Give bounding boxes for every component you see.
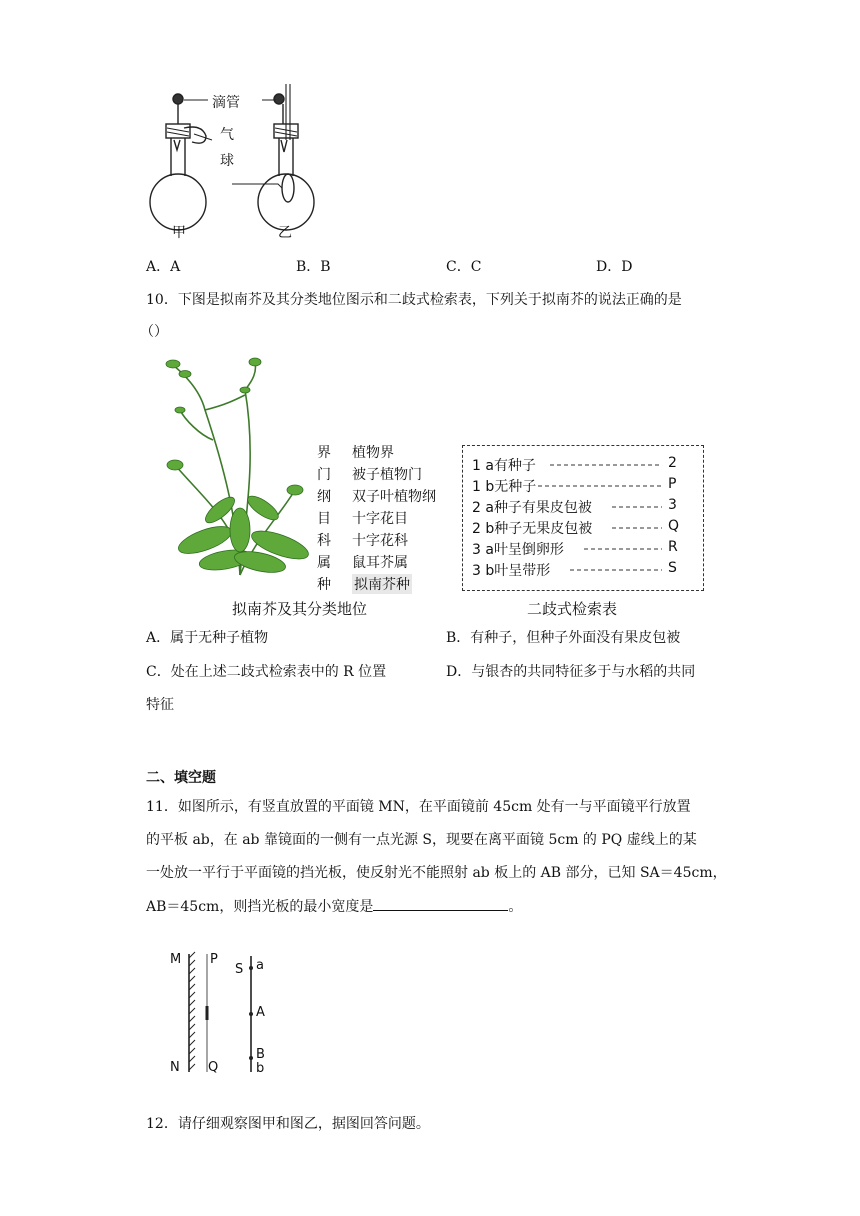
key-text: 种子无果皮包被	[494, 521, 593, 537]
q9-option-a[interactable]: A．A	[146, 259, 181, 275]
arabidopsis-illustration	[145, 350, 320, 590]
label-S: S	[235, 962, 244, 977]
flask-a-label: 甲	[172, 225, 186, 241]
q10-stem-line1: 10．下图是拟南芥及其分类地位图示和二歧式检索表，下列关于拟南芥的说法正确的是	[146, 292, 682, 308]
rank-family: 科	[317, 533, 331, 549]
answer-blank[interactable]	[373, 896, 508, 911]
key-code: 1 a	[472, 458, 494, 474]
rank-genus: 属	[317, 555, 331, 571]
label-a: a	[256, 958, 264, 973]
q11-line4-text: AB＝45cm，则挡光板的最小宽度是	[146, 899, 374, 915]
label-B: B	[256, 1047, 265, 1062]
taxonomy-caption: 拟南芥及其分类地位	[232, 600, 368, 618]
q10-option-d[interactable]: D．与银杏的共同特征多于与水稻的共同	[446, 664, 696, 680]
name-family: 十字花科	[352, 533, 408, 549]
key-leader-lines	[462, 445, 702, 589]
key-caption: 二歧式检索表	[527, 600, 618, 618]
balloon-label-2: 球	[220, 153, 234, 169]
section-title: 二、填空题	[146, 770, 216, 786]
rank-order: 目	[317, 511, 331, 527]
q11-line4	[146, 896, 522, 916]
q11-line1: 11．如图所示，有竖直放置的平面镜 MN，在平面镜前 45cm 处有一与平面镜平行放置	[146, 799, 691, 815]
q12-stem: 12．请仔细观察图甲和图乙，据图回答问题。	[146, 1116, 430, 1132]
q9-option-d[interactable]: D．D	[596, 259, 633, 275]
key-result-2b: Q	[668, 518, 680, 534]
dropper-label: 滴管	[212, 95, 240, 111]
mirror-diagram	[165, 950, 285, 1080]
key-result-3b: S	[668, 560, 677, 576]
name-kingdom: 植物界	[352, 445, 394, 461]
label-b: b	[256, 1061, 265, 1076]
key-text: 无种子	[494, 479, 537, 495]
label-M: M	[170, 952, 182, 967]
rank-kingdom: 界	[317, 445, 331, 461]
q11-line2: 的平板 ab，在 ab 靠镜面的一侧有一点光源 S，现要在离平面镜 5cm 的 PQ 虚线上的某	[146, 832, 697, 848]
q11-line3: 一处放一平行于平面镜的挡光板，使反射光不能照射 ab 板上的 AB 部分，已知 SA＝45cm，	[146, 865, 727, 881]
key-result-3a: R	[668, 539, 678, 555]
q9-option-b[interactable]: B．B	[296, 259, 331, 275]
key-code: 3 b	[472, 563, 495, 579]
key-result-1b: P	[668, 476, 677, 492]
label-Q: Q	[208, 1060, 219, 1075]
q10-option-d-continued: 特征	[146, 697, 174, 713]
q10-option-c[interactable]: C．处在上述二歧式检索表中的 R 位置	[146, 664, 387, 680]
name-genus: 鼠耳芥属	[352, 555, 408, 571]
key-code: 1 b	[472, 479, 495, 495]
name-phylum: 被子植物门	[352, 467, 422, 483]
balloon-label-1: 气	[220, 127, 234, 143]
rank-species: 种	[317, 577, 331, 593]
key-text: 叶呈带形	[494, 563, 551, 579]
key-text: 有种子	[493, 458, 536, 474]
key-text: 叶呈倒卵形	[493, 542, 564, 558]
name-species: 拟南芥种	[352, 574, 412, 594]
q11-line4-end: 。	[508, 899, 523, 915]
label-P: P	[210, 952, 218, 967]
q10-option-b[interactable]: B．有种子，但种子外面没有果皮包被	[446, 630, 681, 646]
key-result-2a: 3	[668, 497, 677, 513]
key-code: 2 a	[472, 500, 494, 516]
q10-option-a[interactable]: A．属于无种子植物	[146, 630, 269, 646]
key-code: 3 a	[472, 542, 494, 558]
flask-diagram	[140, 84, 340, 244]
rank-class: 纲	[317, 489, 331, 505]
label-N: N	[170, 1060, 180, 1075]
q10-stem-line2: （）	[140, 324, 168, 340]
rank-phylum: 门	[317, 467, 331, 483]
key-text: 种子有果皮包被	[493, 500, 592, 516]
key-code: 2 b	[472, 521, 495, 537]
flask-b-label: 乙	[278, 225, 292, 241]
q9-option-c[interactable]: C．C	[446, 259, 482, 275]
key-result-1a: 2	[668, 455, 677, 471]
name-class: 双子叶植物纲	[352, 489, 436, 505]
label-A: A	[256, 1005, 265, 1020]
name-order: 十字花目	[352, 511, 408, 527]
